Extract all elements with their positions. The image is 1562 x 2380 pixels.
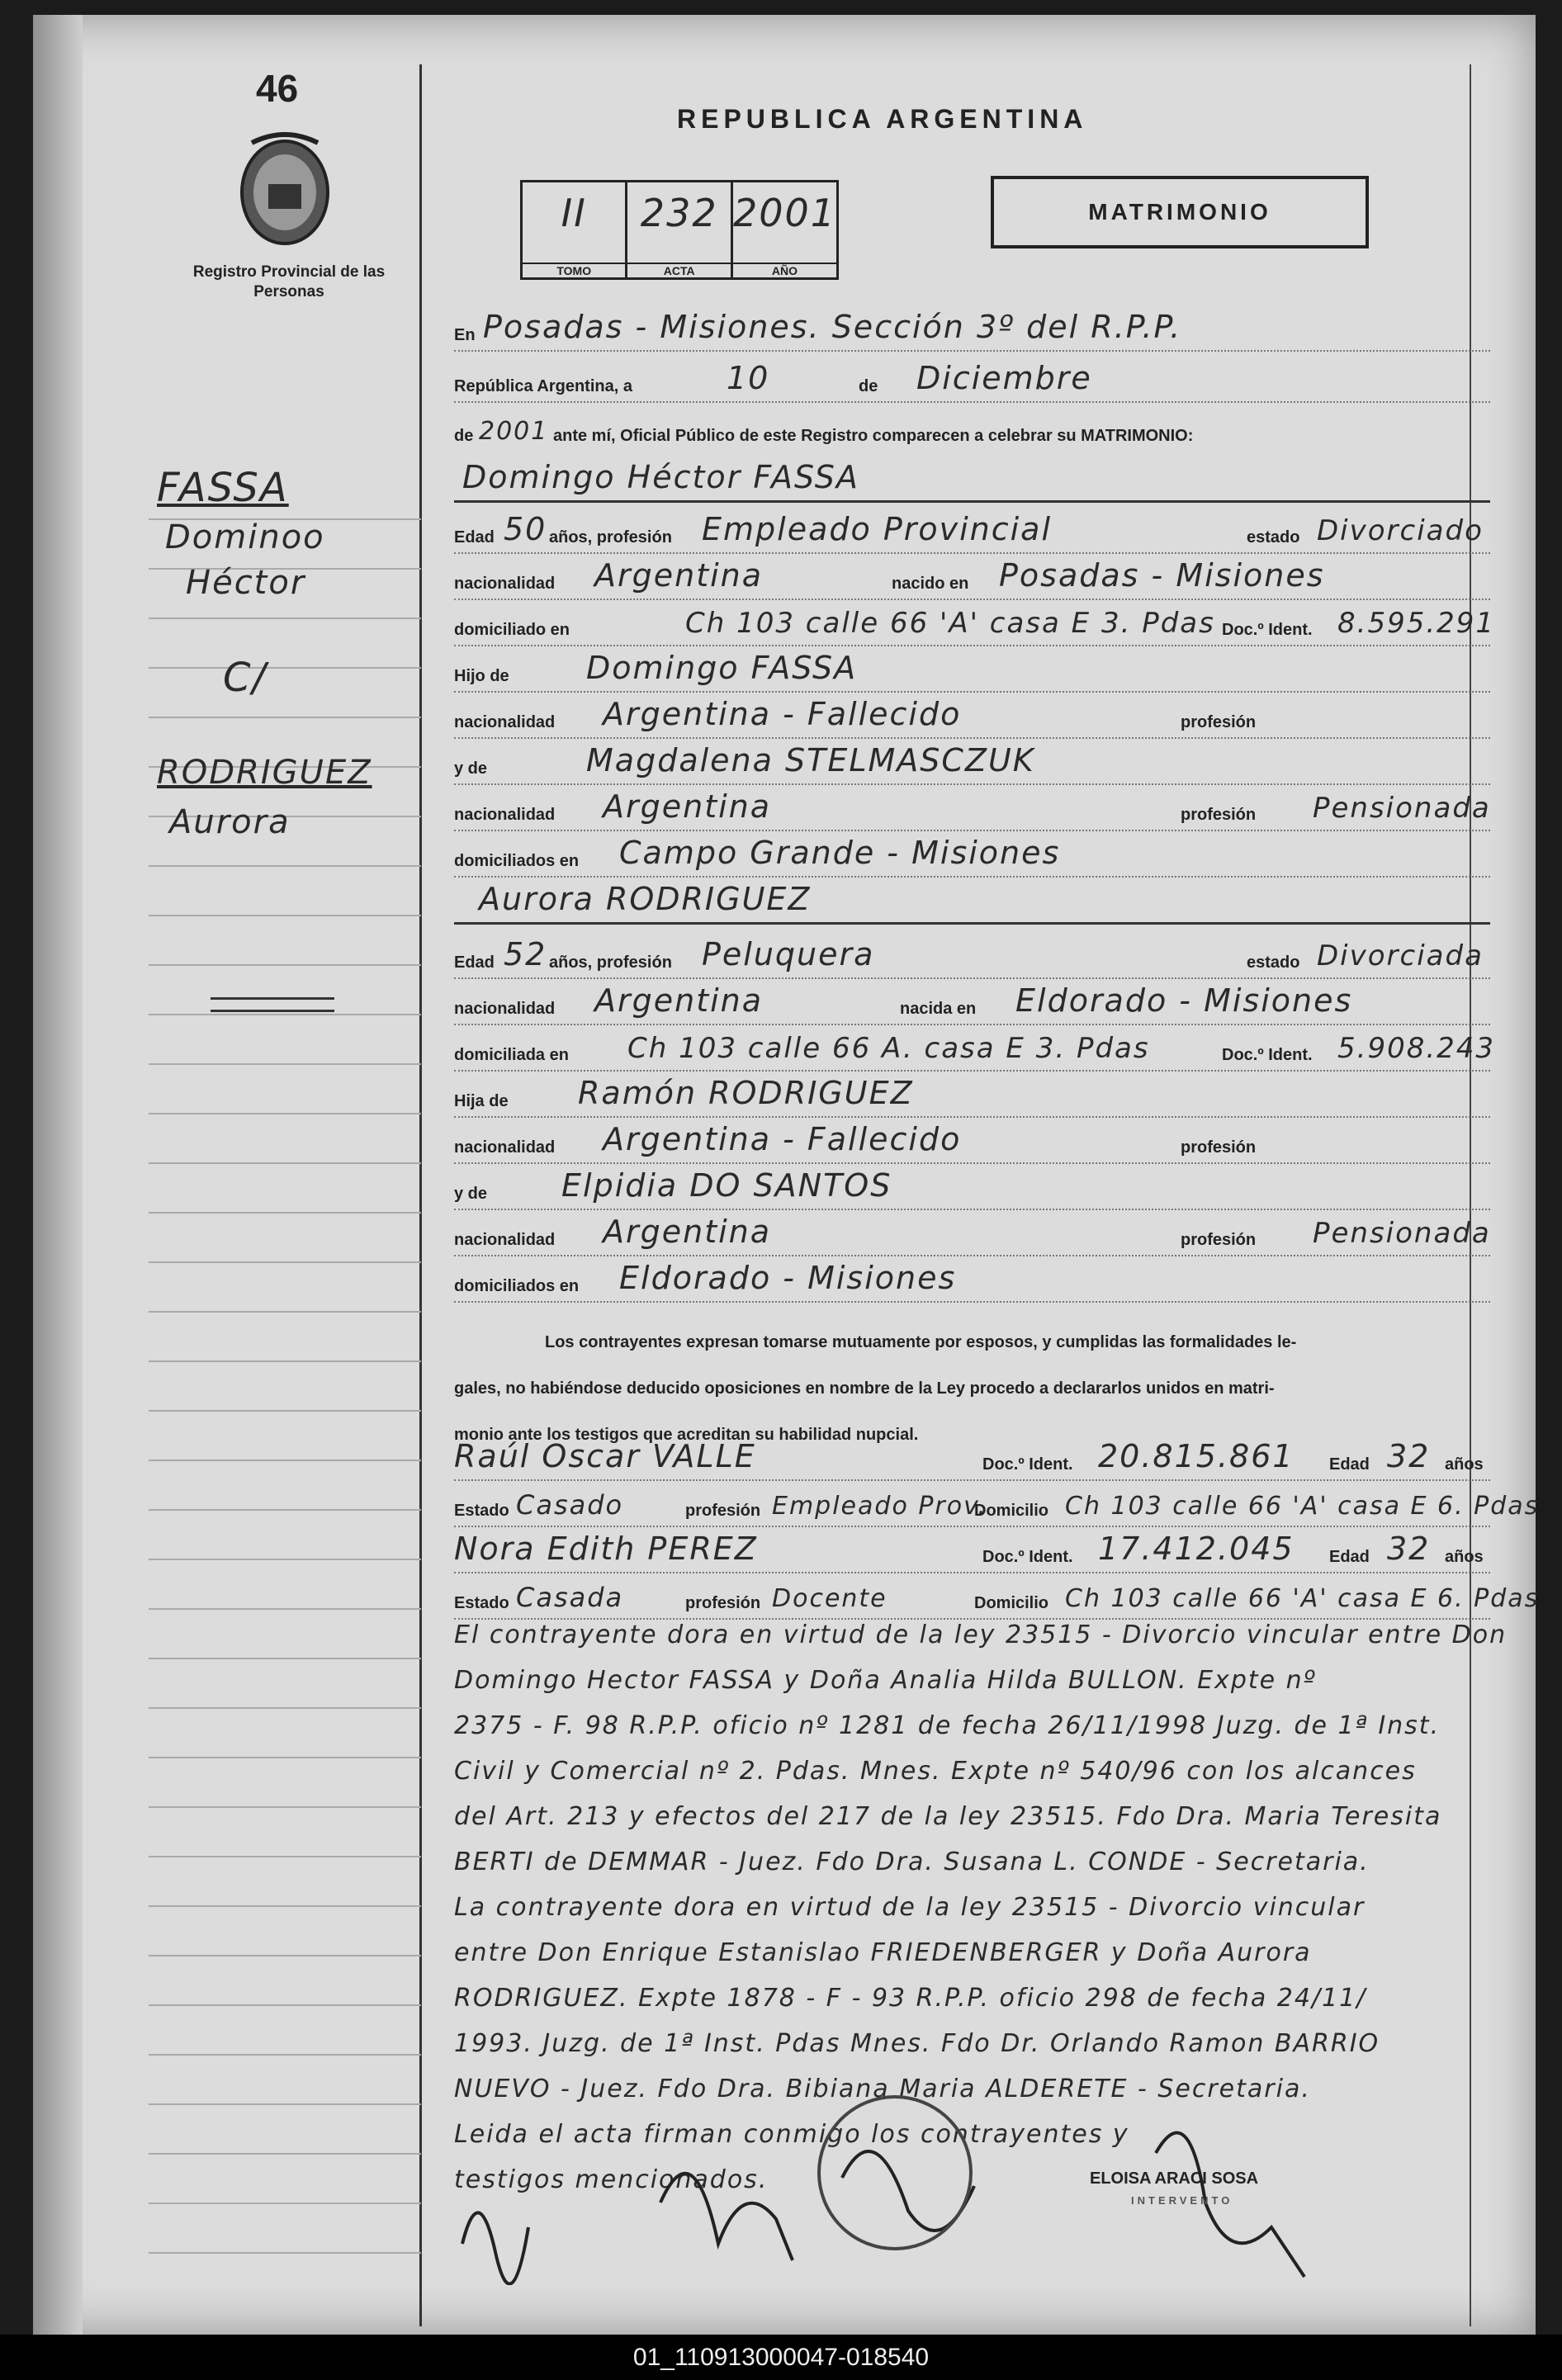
margin-given-1a: Dominoo: [165, 518, 325, 556]
label-estado: Estado: [454, 1502, 509, 1520]
row-groom-madre-nac: [454, 783, 1490, 831]
label-edad: Edad: [454, 528, 495, 547]
label-year-prefix: de: [454, 427, 474, 445]
value-witness1-doc: 20.815.861: [1098, 1438, 1295, 1474]
value-groom-name: Domingo Héctor FASSA: [462, 459, 859, 495]
official-title: INTERVENTO: [1131, 2194, 1233, 2207]
margin-double-rule: [211, 997, 334, 1012]
label-domiciliado: domiciliado en: [454, 621, 570, 639]
note-line: RODRIGUEZ. Expte 1878 - F - 93 R.P.P. oficio 298 de fecha 24/11/: [454, 1984, 1367, 2013]
value-witness1-edad: 32: [1387, 1438, 1431, 1474]
value-groom-padre-nac: Argentina - Fallecido: [603, 696, 962, 732]
acta-label: ACTA: [627, 263, 730, 277]
row-date: [454, 355, 1490, 403]
row-groom-dom: [454, 599, 1496, 646]
value-groom-nacido: Posadas - Misiones: [999, 557, 1325, 594]
value-place: Posadas - Misiones. Sección 3º del R.P.P.: [483, 309, 1182, 345]
row-bride-edad: [454, 931, 1490, 979]
row-bride-dom: [454, 1024, 1496, 1072]
label-profesion: profesión: [1181, 806, 1257, 824]
value-groom-estado: Divorciado: [1317, 514, 1484, 547]
value-groom-madre-nac: Argentina: [603, 788, 772, 825]
value-bride-madre-prof: Pensionada: [1313, 1217, 1491, 1250]
note-line: BERTI de DEMMAR - Juez. Fdo Dra. Susana L. CONDE - Secretaria.: [454, 1848, 1370, 1876]
note-line: 2375 - F. 98 R.P.P. oficio nº 1281 de fecha 26/11/1998 Juzg. de 1ª Inst.: [454, 1711, 1441, 1740]
value-witness1-name: Raúl Oscar VALLE: [454, 1438, 756, 1474]
value-bride-profesion: Peluquera: [702, 936, 875, 972]
value-witness2-edad: 32: [1387, 1531, 1431, 1567]
label-estado: estado: [1247, 528, 1300, 547]
value-day: 10: [727, 360, 770, 396]
label-anos-profesion: años, profesión: [549, 528, 672, 547]
label-doc: Doc.º Ident.: [1222, 621, 1313, 639]
value-bride-madre-nac: Argentina: [603, 1214, 772, 1250]
margin-line: [419, 64, 422, 2326]
label-edad: Edad: [1329, 1548, 1370, 1566]
tomo-acta-box: [520, 180, 839, 280]
value-bride-padres-dom: Eldorado - Misiones: [619, 1260, 957, 1296]
margin-given-2: Aurora: [169, 803, 291, 841]
value-month: Diciembre: [916, 360, 1092, 396]
value-groom-domicilio: Ch 103 calle 66 'A' casa E 3. Pdas: [685, 607, 1215, 640]
row-witness2-details: [454, 1572, 1540, 1620]
value-groom-edad: 50: [504, 511, 547, 547]
row-witness1-details: [454, 1479, 1540, 1527]
label-anos: años: [1445, 1548, 1484, 1566]
value-witness1-estado: Casado: [516, 1489, 624, 1521]
margin-given-1b: Héctor: [186, 564, 306, 602]
row-bride-nac: [454, 977, 1490, 1025]
label-profesion: profesión: [685, 1594, 761, 1612]
row-bride-padre: [454, 1070, 1490, 1118]
row-bride-madre: [454, 1162, 1490, 1210]
label-domiciliada: domiciliada en: [454, 1046, 569, 1064]
tomo-value: II: [561, 191, 587, 235]
label-nacido: nacido en: [892, 575, 969, 593]
label-hijo: Hijo de: [454, 667, 509, 685]
label-y-de: y de: [454, 1185, 488, 1203]
footer-id: 01_110913000047-018540: [0, 2335, 1562, 2380]
value-witness2-profesion: Docente: [772, 1584, 888, 1613]
label-profesion: profesión: [1181, 1231, 1257, 1249]
value-witness2-domicilio: Ch 103 calle 66 'A' casa E 6. Pdas: [1065, 1584, 1540, 1613]
value-year: 2001: [479, 417, 549, 446]
row-ante: [454, 405, 1490, 451]
binding-edge: [33, 15, 83, 2335]
value-bride-domicilio: Ch 103 calle 66 A. casa E 3. Pdas: [627, 1032, 1150, 1065]
label-nacionalidad: nacionalidad: [454, 713, 556, 731]
value-witness2-name: Nora Edith PEREZ: [454, 1531, 758, 1567]
label-profesion: profesión: [685, 1502, 761, 1520]
label-domiciliados: domiciliados en: [454, 852, 580, 870]
ano-value: 2001: [732, 191, 837, 235]
row-groom-padres-dom: [454, 830, 1490, 878]
label-domiciliados: domiciliados en: [454, 1277, 580, 1295]
label-edad: Edad: [1329, 1455, 1370, 1474]
text-ante: ante mí, Oficial Público de este Registro comparecen a celebrar su MATRIMONIO:: [553, 427, 1194, 445]
row-bride-name: [454, 876, 1490, 925]
note-line: testigos mencionados.: [454, 2165, 769, 2194]
label-estado: Estado: [454, 1594, 509, 1612]
row-bride-padres-dom: [454, 1255, 1490, 1303]
margin-surname-2: RODRIGUEZ: [157, 754, 372, 792]
row-bride-madre-nac: [454, 1209, 1490, 1256]
registry-name: Registro Provincial de las Personas: [192, 263, 386, 300]
value-groom-nacionalidad: Argentina: [594, 557, 764, 594]
value-witness1-domicilio: Ch 103 calle 66 'A' casa E 6. Pdas: [1065, 1492, 1540, 1521]
label-nacida: nacida en: [900, 1000, 977, 1018]
note-line: del Art. 213 y efectos del 217 de la ley 23515. Fdo Dra. Maria Teresita: [454, 1802, 1442, 1831]
label-doc: Doc.º Ident.: [982, 1548, 1073, 1566]
acta-value: 232: [640, 191, 718, 235]
coat-of-arms-icon: [235, 126, 334, 250]
row-groom-name: [454, 454, 1490, 503]
label-anos: años: [1445, 1455, 1484, 1474]
label-edad: Edad: [454, 953, 495, 972]
value-groom-madre: Magdalena STELMASCZUK: [586, 742, 1035, 778]
note-line: El contrayente dora en virtud de la ley 23515 - Divorcio vincular entre Don: [454, 1621, 1508, 1649]
value-bride-padre: Ramón RODRIGUEZ: [578, 1075, 914, 1111]
value-witness1-profesion: Empleado Prov.: [772, 1492, 987, 1521]
value-bride-edad: 52: [504, 936, 547, 972]
label-de: de: [859, 377, 878, 395]
declaration-line: Los contrayentes expresan tomarse mutuamente por esposos, y cumplidas las formalidades le-: [545, 1333, 1297, 1351]
value-groom-padres-dom: Campo Grande - Misiones: [619, 835, 1061, 871]
row-place: [454, 304, 1490, 352]
note-line: La contrayente dora en virtud de la ley 23515 - Divorcio vincular: [454, 1893, 1366, 1922]
country-title: REPUBLICA ARGENTINA: [677, 104, 1088, 134]
label-profesion: profesión: [1181, 1138, 1257, 1157]
note-line: Domingo Hector FASSA y Doña Analia Hilda BULLON. Expte nº: [454, 1666, 1317, 1695]
value-bride-nacionalidad: Argentina: [594, 982, 764, 1019]
value-bride-madre: Elpidia DO SANTOS: [561, 1167, 892, 1204]
row-groom-padre-nac: [454, 691, 1490, 739]
ano-label: AÑO: [733, 263, 836, 277]
value-bride-estado: Divorciada: [1317, 939, 1484, 972]
value-bride-doc: 5.908.243: [1337, 1032, 1496, 1065]
document-page: [33, 15, 1540, 2335]
page-number: 46: [256, 67, 299, 110]
row-groom-nac: [454, 552, 1490, 600]
note-line: Civil y Comercial nº 2. Pdas. Mnes. Expte nº 540/96 con los alcances: [454, 1757, 1417, 1786]
doc-type: MATRIMONIO: [1088, 199, 1271, 225]
value-bride-nacida: Eldorado - Misiones: [1015, 982, 1353, 1019]
row-bride-padre-nac: [454, 1116, 1490, 1164]
value-groom-madre-prof: Pensionada: [1313, 792, 1491, 825]
label-nacionalidad: nacionalidad: [454, 1138, 556, 1157]
official-stamp: ELOISA ARACI SOSA: [1090, 2169, 1259, 2188]
label-estado: estado: [1247, 953, 1300, 972]
row-witness2-name: [454, 1526, 1490, 1573]
doc-type-box: [991, 176, 1369, 248]
declaration-line: monio ante los testigos que acreditan su habilidad nupcial.: [454, 1426, 919, 1444]
label-doc: Doc.º Ident.: [1222, 1046, 1313, 1064]
margin-conjunction: C/: [223, 655, 267, 701]
declaration-line: gales, no habiéndose deducido oposiciones en nombre de la Ley procedo a declararlos unidos en matri-: [454, 1379, 1275, 1398]
label-doc: Doc.º Ident.: [982, 1455, 1073, 1474]
note-line: NUEVO - Juez. Fdo Dra. Bibiana Maria ALDERETE - Secretaria.: [454, 2075, 1311, 2103]
row-witness1-name: [454, 1433, 1490, 1481]
label-y-de: y de: [454, 759, 488, 778]
label-republica: República Argentina, a: [454, 377, 632, 395]
label-nacionalidad: nacionalidad: [454, 806, 556, 824]
value-bride-padre-nac: Argentina - Fallecido: [603, 1121, 962, 1157]
value-witness2-estado: Casada: [516, 1582, 624, 1613]
label-domicilio: Domicilio: [974, 1594, 1049, 1612]
label-anos-profesion: años, profesión: [549, 953, 672, 972]
value-bride-name: Aurora RODRIGUEZ: [479, 881, 812, 917]
note-line: Leida el acta firman conmigo los contrayentes y: [454, 2120, 1129, 2149]
value-groom-profesion: Empleado Provincial: [702, 511, 1053, 547]
row-groom-madre: [454, 737, 1490, 785]
official-seal-icon: [817, 2095, 973, 2250]
value-witness2-doc: 17.412.045: [1098, 1531, 1295, 1567]
label-en: En: [454, 326, 476, 344]
note-line: 1993. Juzg. de 1ª Inst. Pdas Mnes. Fdo Dr. Orlando Ramon BARRIO: [454, 2029, 1380, 2058]
tomo-label: TOMO: [523, 263, 625, 277]
label-hija: Hija de: [454, 1092, 509, 1110]
label-profesion: profesión: [1181, 713, 1257, 731]
note-line: entre Don Enrique Estanislao FRIEDENBERGER y Doña Aurora: [454, 1938, 1312, 1967]
label-nacionalidad: nacionalidad: [454, 1231, 556, 1249]
value-groom-padre: Domingo FASSA: [586, 650, 858, 686]
margin-surname-1: FASSA: [157, 465, 289, 511]
label-nacionalidad: nacionalidad: [454, 575, 556, 593]
label-nacionalidad: nacionalidad: [454, 1000, 556, 1018]
row-groom-edad: [454, 506, 1490, 554]
value-groom-doc: 8.595.291: [1337, 607, 1496, 640]
label-domicilio: Domicilio: [974, 1502, 1049, 1520]
row-groom-padre: [454, 645, 1490, 693]
